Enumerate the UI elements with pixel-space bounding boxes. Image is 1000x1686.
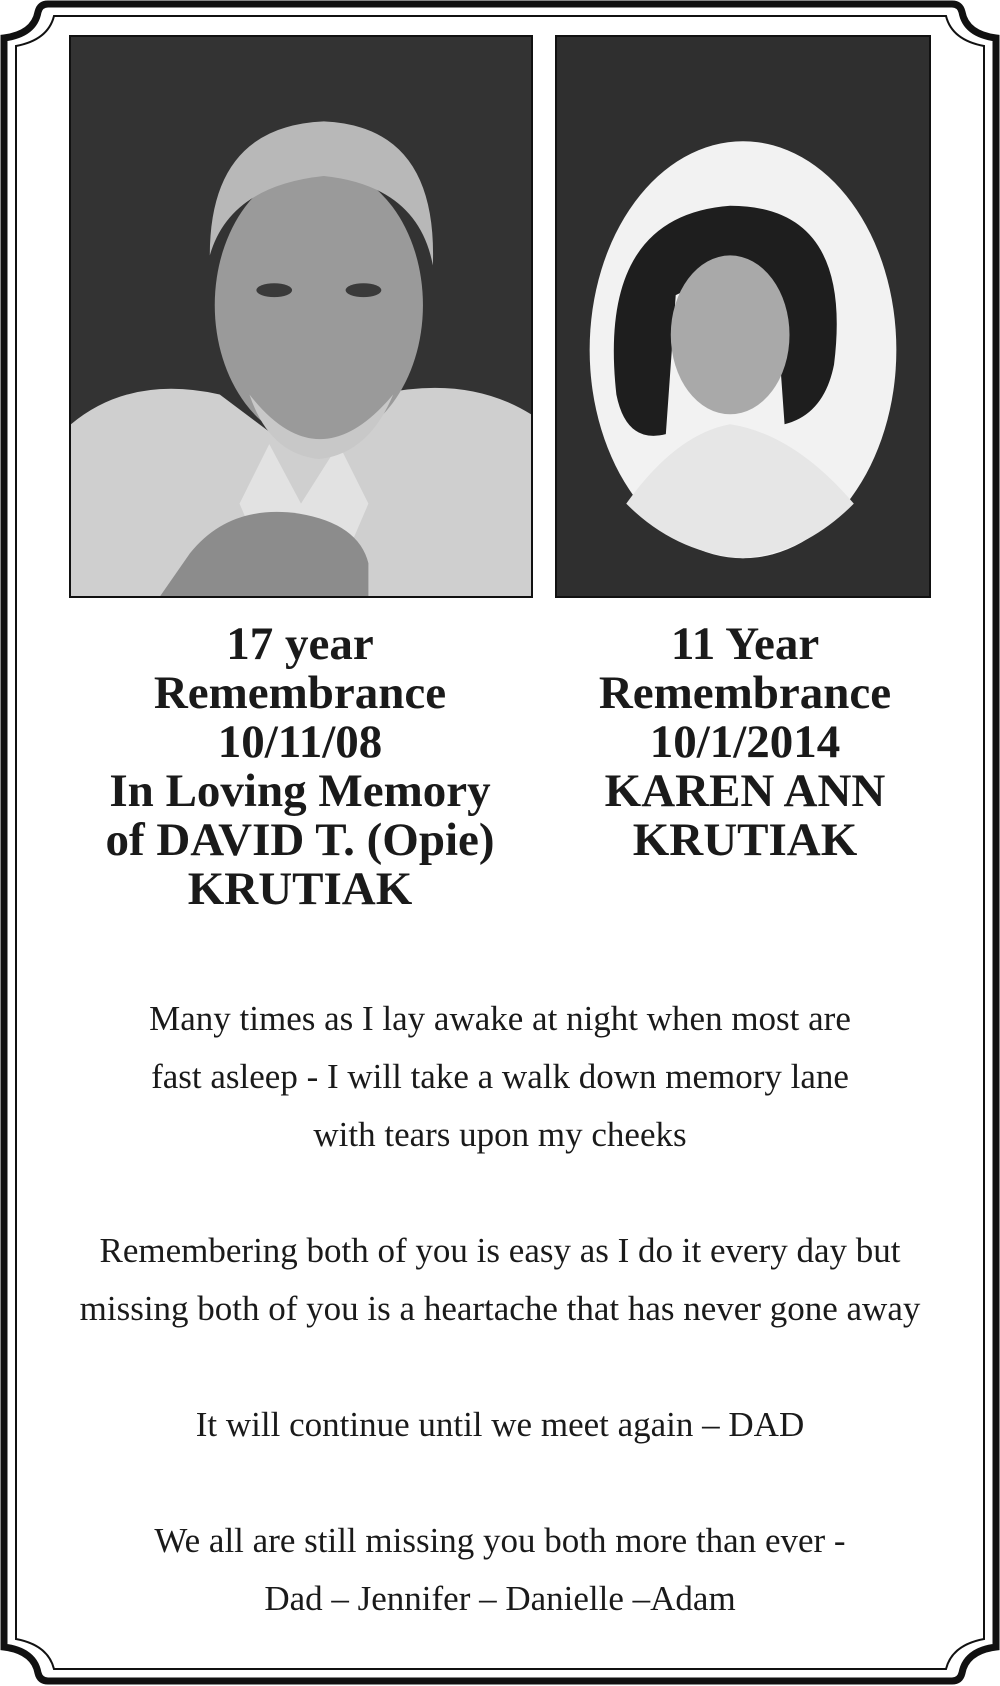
- poem-stanza: [20, 1512, 980, 1628]
- heading-line: 10/1/2014: [649, 716, 841, 768]
- heading-line: Remembrance: [153, 667, 447, 719]
- poem-line: It will continue until we meet again – DAD: [195, 1405, 805, 1444]
- memorial-poem: [20, 990, 980, 1686]
- heading-line: KRUTIAK: [632, 814, 858, 866]
- poem-stanza: [20, 1396, 980, 1454]
- heading-line: Remembrance: [598, 667, 892, 719]
- heading-line: 17 year: [226, 618, 374, 670]
- heading-line: In Loving Memory: [109, 765, 491, 817]
- poem-line: with tears upon my cheeks: [313, 1115, 687, 1154]
- heading-line: of DAVID T. (Opie): [105, 814, 495, 866]
- heading-line: KRUTIAK: [187, 863, 413, 915]
- remembrance-heading-david: [60, 620, 540, 914]
- heading-line: 11 Year: [670, 618, 820, 670]
- portrait-photo-karen: [555, 35, 931, 598]
- portrait-photo-david: [69, 35, 533, 598]
- heading-line: KAREN ANN: [604, 765, 886, 817]
- poem-stanza: [20, 990, 980, 1164]
- poem-line: Remembering both of you is easy as I do it every day but: [99, 1231, 901, 1270]
- poem-line: We all are still missing you both more than ever -: [154, 1521, 846, 1560]
- poem-line: missing both of you is a heartache that has never gone away: [79, 1289, 921, 1328]
- remembrance-heading-karen: [545, 620, 945, 865]
- poem-line: fast asleep - I will take a walk down memory lane: [151, 1057, 849, 1096]
- poem-stanza: [20, 1222, 980, 1338]
- heading-line: 10/11/08: [217, 716, 383, 768]
- poem-line: Dad – Jennifer – Danielle –Adam: [264, 1579, 736, 1618]
- poem-line: Many times as I lay awake at night when most are: [149, 999, 851, 1038]
